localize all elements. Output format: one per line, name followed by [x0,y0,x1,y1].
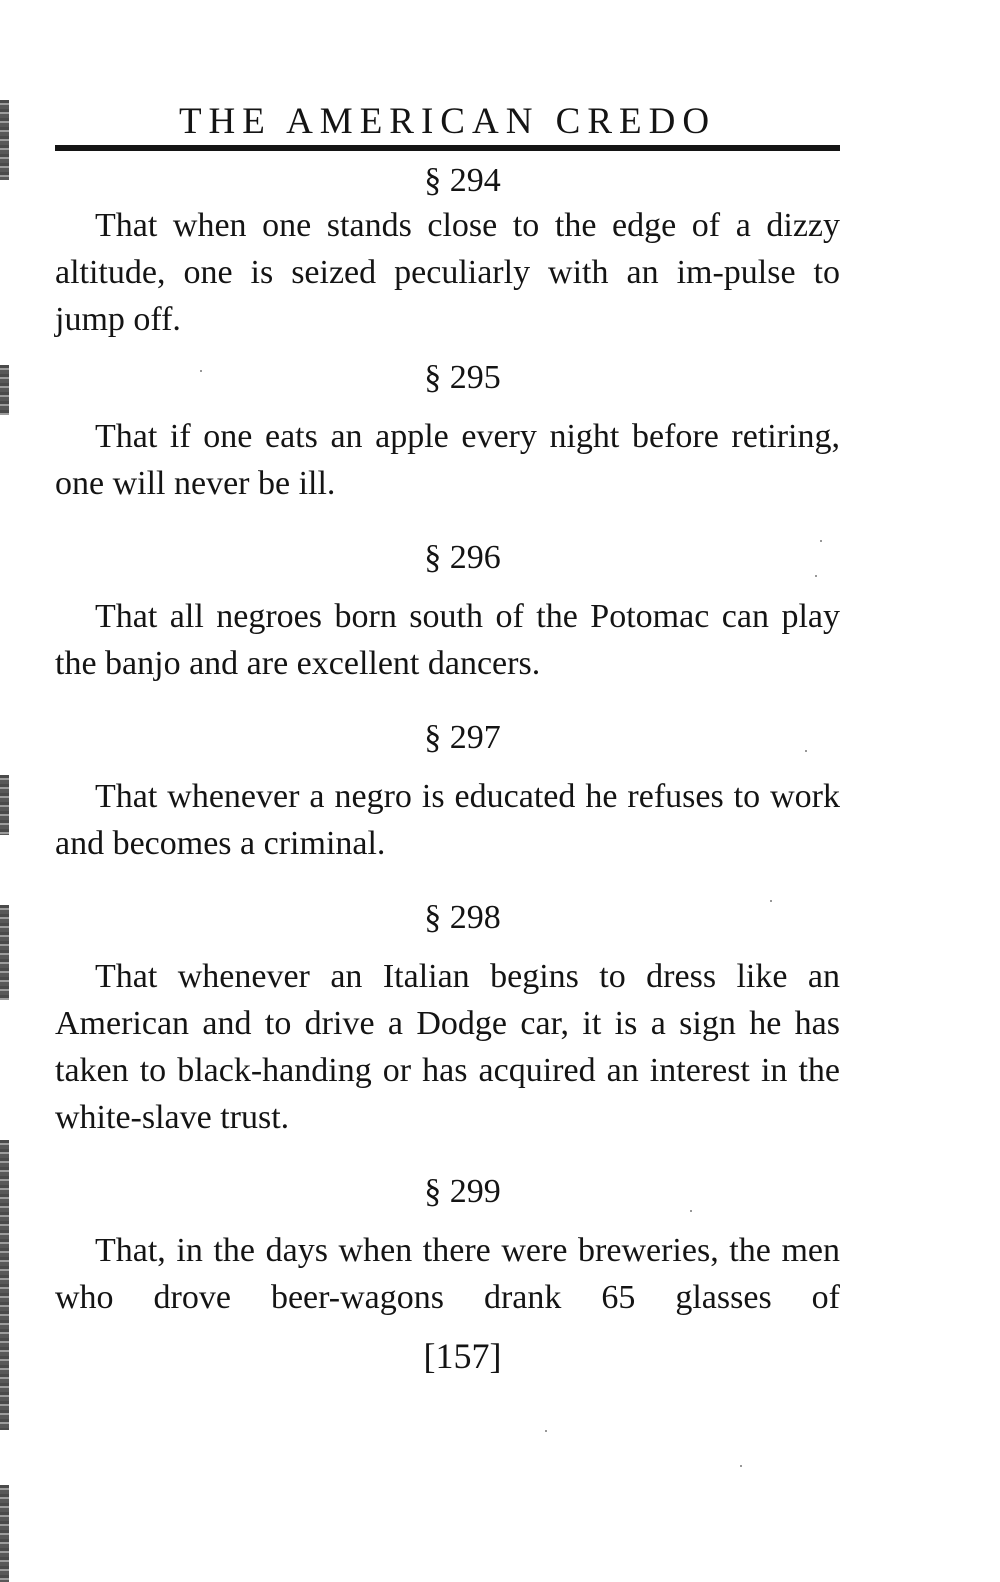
running-head-rule [55,145,840,151]
section-number: § 299 [424,1173,501,1210]
section-296 [55,537,840,687]
binding-edge-shadow [0,905,9,1000]
binding-edge-shadow [0,1140,9,1430]
binding-edge-shadow [0,100,9,180]
section-text: That all negroes born south of the Potomac can play the banjo and are excellent dancers. [55,598,840,682]
section-text: That whenever a negro is educated he refuses to work and becomes a criminal. [55,778,840,862]
binding-edge-shadow [0,365,9,415]
section-number: § 298 [424,899,501,936]
section-text: That, in the days when there were breweries, the men who drove beer-wagons drank 65 glasses of [55,1232,840,1316]
scan-speck [740,1465,742,1467]
section-text: That if one eats an apple every night before retiring, one will never be ill. [55,418,840,502]
running-head: THE AMERICAN CREDO [178,101,717,142]
text-column [55,160,840,1321]
page-number: [157] [423,1336,502,1376]
section-297 [55,717,840,867]
section-number: § 294 [424,162,501,199]
binding-edge-shadow [0,775,9,835]
section-number: § 297 [424,719,501,756]
section-295 [55,357,840,507]
section-294 [55,160,840,343]
scan-speck [545,1430,547,1432]
section-text: That whenever an Italian begins to dress like an American and to drive a Dodge car, it is a sign he has taken to black-handing or has acquired an interest in the white-slave trust. [55,958,840,1136]
section-299 [55,1171,840,1321]
section-298 [55,897,840,1141]
section-number: § 295 [424,359,501,396]
section-text: That when one stands close to the edge of a dizzy altitude, one is seized peculiarly with an im-pulse to jump off. [55,207,840,338]
binding-edge-shadow [0,1485,9,1582]
section-number: § 296 [424,539,501,576]
